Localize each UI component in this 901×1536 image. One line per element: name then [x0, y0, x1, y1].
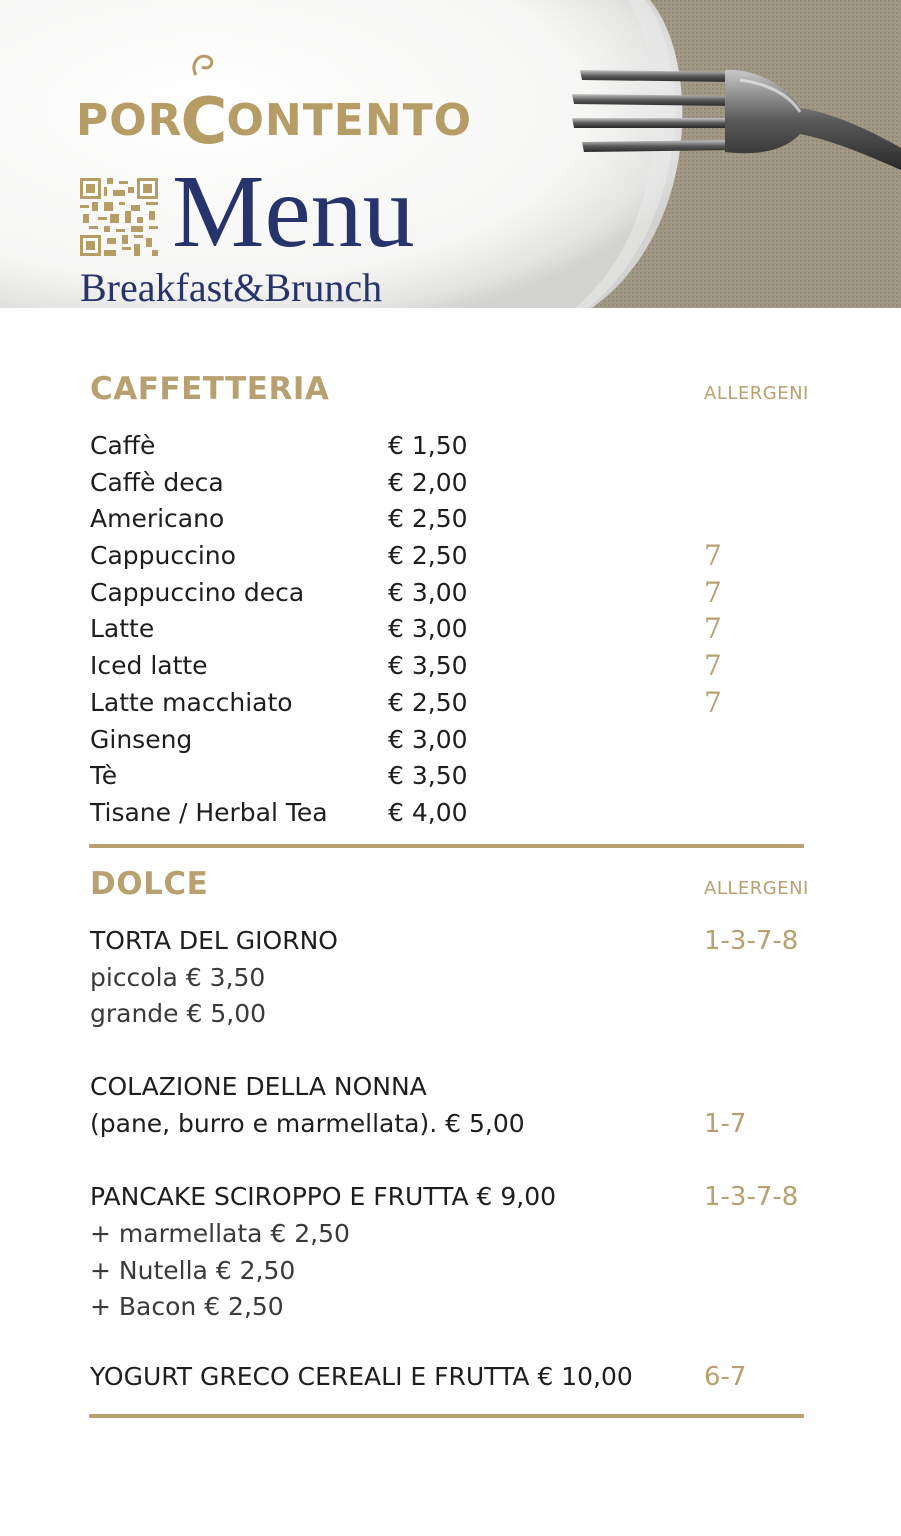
menu-item	[90, 575, 810, 612]
item-allergens: 7	[704, 612, 722, 646]
logo-text-big-c: C	[180, 85, 229, 159]
item-name: Americano	[90, 504, 225, 534]
item-price: € 2,50	[388, 541, 468, 571]
item-name: Cappuccino	[90, 541, 236, 571]
section-divider	[89, 844, 804, 848]
logo-text-before: POR	[76, 95, 183, 146]
pancake-extra: + Nutella € 2,50	[90, 1256, 296, 1285]
pancake-extra: + marmellata € 2,50	[90, 1219, 350, 1248]
item-name: Iced latte	[90, 651, 208, 681]
menu-title: Menu	[172, 154, 415, 269]
colazione-name: COLAZIONE DELLA NONNA	[90, 1072, 427, 1101]
qr-code-icon[interactable]	[80, 178, 158, 256]
item-allergens: 7	[704, 539, 722, 573]
torta-name: TORTA DEL GIORNO	[90, 926, 338, 955]
item-name: Tisane / Herbal Tea	[90, 797, 328, 827]
item-price: € 1,50	[388, 431, 468, 460]
item-name: Caffè deca	[90, 467, 224, 497]
menu-item	[90, 611, 810, 648]
section-title-dolce: DOLCE	[90, 866, 209, 902]
pancake-extra: + Bacon € 2,50	[90, 1292, 284, 1321]
torta-large-price: grande € 5,00	[90, 999, 267, 1028]
item-allergens: 7	[704, 575, 722, 609]
pancake-name: PANCAKE SCIROPPO E FRUTTA € 9,00	[90, 1182, 557, 1211]
pancake-allergens: 1-3-7-8	[704, 1182, 799, 1212]
item-name: Caffè	[90, 431, 156, 460]
menu-item	[90, 538, 810, 575]
menu-item	[90, 685, 810, 722]
menu-item	[90, 722, 810, 759]
item-price: € 3,00	[388, 577, 468, 607]
item-price: € 3,50	[388, 651, 468, 681]
item-price: € 3,50	[388, 761, 468, 791]
item-price: € 2,50	[388, 504, 468, 534]
colazione-allergens: 1-7	[704, 1109, 747, 1139]
section-title-caffetteria: CAFFETTERIA	[90, 371, 330, 407]
menu-item	[90, 648, 810, 685]
logo-text-after: ONTENTO	[226, 95, 473, 146]
item-name: Latte	[90, 614, 155, 644]
header-banner	[0, 0, 901, 308]
menu-item	[90, 465, 810, 502]
allergen-header-dolce: ALLERGENI	[704, 878, 809, 899]
menu-item	[90, 501, 810, 538]
item-name: Cappuccino deca	[90, 577, 305, 607]
item-name: Ginseng	[90, 724, 193, 754]
torta-allergens: 1-3-7-8	[704, 926, 799, 956]
colazione-detail: (pane, burro e marmellata). € 5,00	[90, 1109, 525, 1138]
item-name: Latte macchiato	[90, 687, 293, 717]
logo-wordmark	[76, 77, 473, 159]
menu-item	[90, 758, 810, 795]
yogurt-allergens: 6-7	[704, 1362, 747, 1392]
item-allergens: 7	[704, 685, 722, 719]
item-name: Tè	[90, 761, 118, 791]
item-price: € 3,00	[388, 614, 468, 644]
fork-on-plate-photo	[0, 0, 901, 308]
menu-item	[90, 795, 810, 832]
section-divider	[89, 1414, 804, 1418]
item-price: € 3,00	[388, 724, 468, 754]
item-allergens: 7	[704, 649, 722, 683]
menu-subtitle: Breakfast&Brunch	[80, 265, 383, 308]
menu-item	[90, 428, 810, 465]
torta-small-price: piccola € 3,50	[90, 963, 266, 992]
allergen-header-caffetteria: ALLERGENI	[704, 383, 809, 404]
yogurt-name: YOGURT GRECO CEREALI E FRUTTA € 10,00	[90, 1362, 633, 1391]
porcontento-logo	[76, 55, 546, 159]
item-price: € 2,50	[388, 687, 468, 717]
caffetteria-list	[90, 428, 810, 832]
item-price: € 4,00	[388, 797, 468, 827]
item-price: € 2,00	[388, 467, 468, 497]
